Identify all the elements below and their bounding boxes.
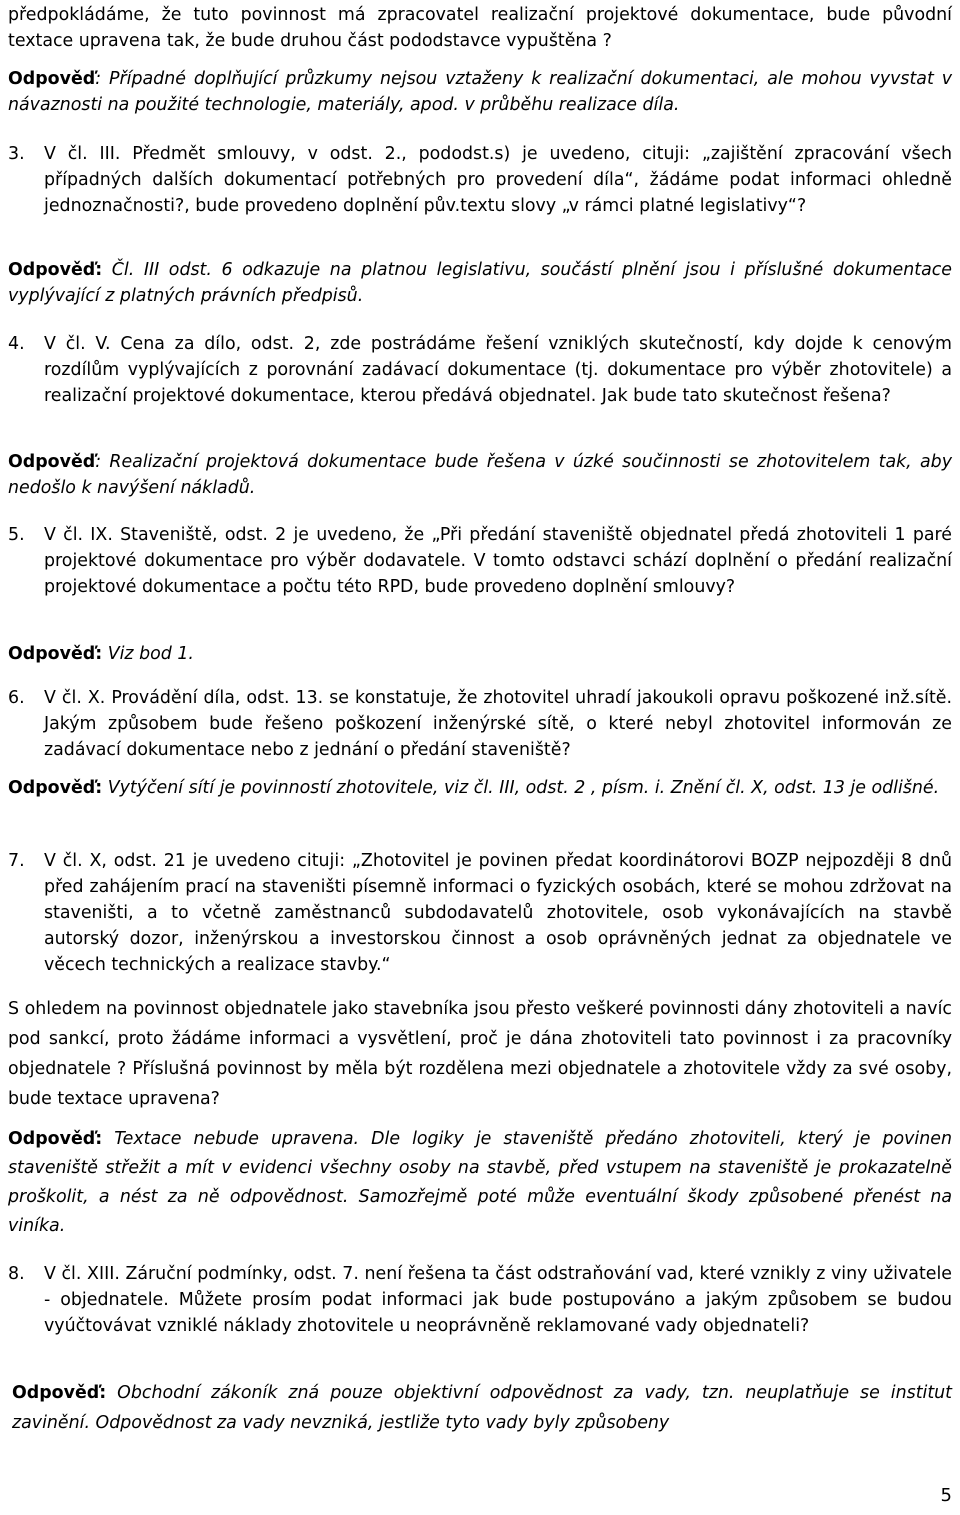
answer-4 (8, 449, 952, 501)
answer-text: Vytýčení sítí je povinností zhotovitele, viz čl. III, odst. 2 , písm. i. Znění čl. X, odst. 13 je odlišné. (102, 778, 940, 798)
answer-label: Odpověď: (12, 1383, 107, 1403)
answer-5 (8, 641, 952, 667)
question-text: V čl. X. Provádění díla, odst. 13. se konstatuje, že zhotovitel uhradí jakoukoli opravu poškozené inž.sítě. Jakým způsobem bude řešeno poškození inženýrské sítě, o které nebyl zhotovitel informován ze zadávací dokumentace nebo z jednání o předání staveniště? (44, 688, 952, 760)
answer-text: Viz bod 1. (102, 644, 194, 664)
question-8 (8, 1261, 952, 1339)
answer-6 (8, 775, 952, 801)
answer-label: Odpověď: (8, 778, 103, 798)
answer-text: Čl. III odst. 6 odkazuje na platnou legislativu, součástí plnění jsou i příslušné dokumentace vyplývající z platných právních předpisů. (8, 260, 952, 306)
question-7-extra (8, 994, 952, 1114)
question-text: V čl. V. Cena za dílo, odst. 2, zde postrádáme řešení vzniklých skutečností, kdy dojde k cenovým rozdílům vyplývajících z porovnání zadávací dokumentace (tj. dokumentace pro výběr zhotovitele) a realizační projektové dokumentace, kterou předává objednatel. Jak bude tato skutečnost řešena? (44, 334, 952, 406)
question-text: V čl. X, odst. 21 je uvedeno cituji: „Zhotovitel je povinen předat koordinátorovi BOZP nejpozději 8 dnů před zahájením prací na staveništi písemně informaci o fyzických osobách, které se mohou zdržovat na staveništi, a to včetně zaměstnanců subdodavatelů zhotovitele, osob vykonávajících na stavbě autorský dozor, inženýrskou a investorskou činnost a osob oprávněných jednat za objednatele ve věcech technických a realizace stavby.“ (44, 851, 952, 975)
question-text: V čl. IX. Staveniště, odst. 2 je uvedeno, že „Při předání staveniště objednatel předá zhotoviteli 1 paré projektové dokumentace pro výběr dodavatele. V tomto odstavci schází doplnění o předání realizační projektové dokumentace a počtu této RPD, bude provedeno doplnění smlouvy? (44, 525, 952, 597)
item-number: 4. (8, 334, 25, 354)
item-number: 7. (8, 851, 25, 871)
page-number: 5 (940, 1485, 952, 1506)
item-number: 5. (8, 525, 25, 545)
answer-text: : Realizační projektová dokumentace bude řešena v úzké součinnosti se zhotovitelem tak, aby nedošlo k navýšení nákladů. (8, 452, 952, 498)
answer-0 (8, 66, 952, 118)
item-number: 8. (8, 1264, 25, 1284)
answer-label: Odpověď (8, 69, 96, 89)
answer-text: Obchodní zákoník zná pouze objektivní odpovědnost za vady, tzn. neuplatňuje se institut zavinění. Odpovědnost za vady nevzniká, jestliže tyto vady byly způsobeny (12, 1383, 952, 1433)
answer-3 (8, 257, 952, 309)
question-6 (8, 685, 952, 763)
intro-text: předpokládáme, že tuto povinnost má zpracovatel realizační projektové dokumentace, bude původní textace upravena tak, že bude druhou část pododstavce vypuštěna ? (8, 5, 952, 51)
question-3 (8, 141, 952, 219)
answer-8 (12, 1378, 952, 1438)
question-text: V čl. III. Předmět smlouvy, v odst. 2., pododst.s) je uvedeno, cituji: „zajištění zpracování všech případných dalších dokumentací potřebných pro provedení díla“, žádáme podat informaci ohledně jednoznačnosti?, bude provedeno doplnění pův.textu slovy „v rámci platné legislativy“? (44, 144, 952, 216)
answer-label: Odpověď: (8, 644, 103, 664)
item-number: 6. (8, 688, 25, 708)
answer-7 (8, 1125, 952, 1241)
answer-label: Odpověď: (8, 1129, 103, 1149)
question-5 (8, 522, 952, 600)
question-4 (8, 331, 952, 409)
item-number: 3. (8, 144, 25, 164)
answer-text: Textace nebude upravena. Dle logiky je staveniště předáno zhotoviteli, který je povinen staveniště střežit a mít v evidenci všechny osoby na stavbě, před vstupem na staveniště je prokazatelně proškolit, a nést za ně odpovědnost. Samozřejmě poté může eventuální škody způsobené přenést na viníka. (8, 1129, 952, 1236)
intro-paragraph (8, 2, 952, 54)
answer-label: Odpověď: (8, 260, 103, 280)
answer-text: : Případné doplňující průzkumy nejsou vztaženy k realizační dokumentaci, ale mohou vyvstat v návaznosti na použité technologie, materiály, apod. v průběhu realizace díla. (8, 69, 952, 115)
question-text: V čl. XIII. Záruční podmínky, odst. 7. není řešena ta část odstraňování vad, které vznikly z viny uživatele - objednatele. Můžete prosím podat informaci jak bude postupováno a jakým způsobem se budou vyúčtovávat vzniklé náklady zhotovitele u neoprávněně reklamované vady objednateli? (44, 1264, 952, 1336)
question-7 (8, 848, 952, 978)
answer-label: Odpověď (8, 452, 96, 472)
question-extra-text: S ohledem na povinnost objednatele jako stavebníka jsou přesto veškeré povinnosti dány zhotoviteli a navíc pod sankcí, proto žádáme informaci a vysvětlení, proč je dána zhotoviteli tato povinnost i za pracovníky objednatele ? Příslušná povinnost by měla být rozdělena mezi objednatele a zhotovitele vždy za své osoby, bude textace upravena? (8, 999, 952, 1109)
